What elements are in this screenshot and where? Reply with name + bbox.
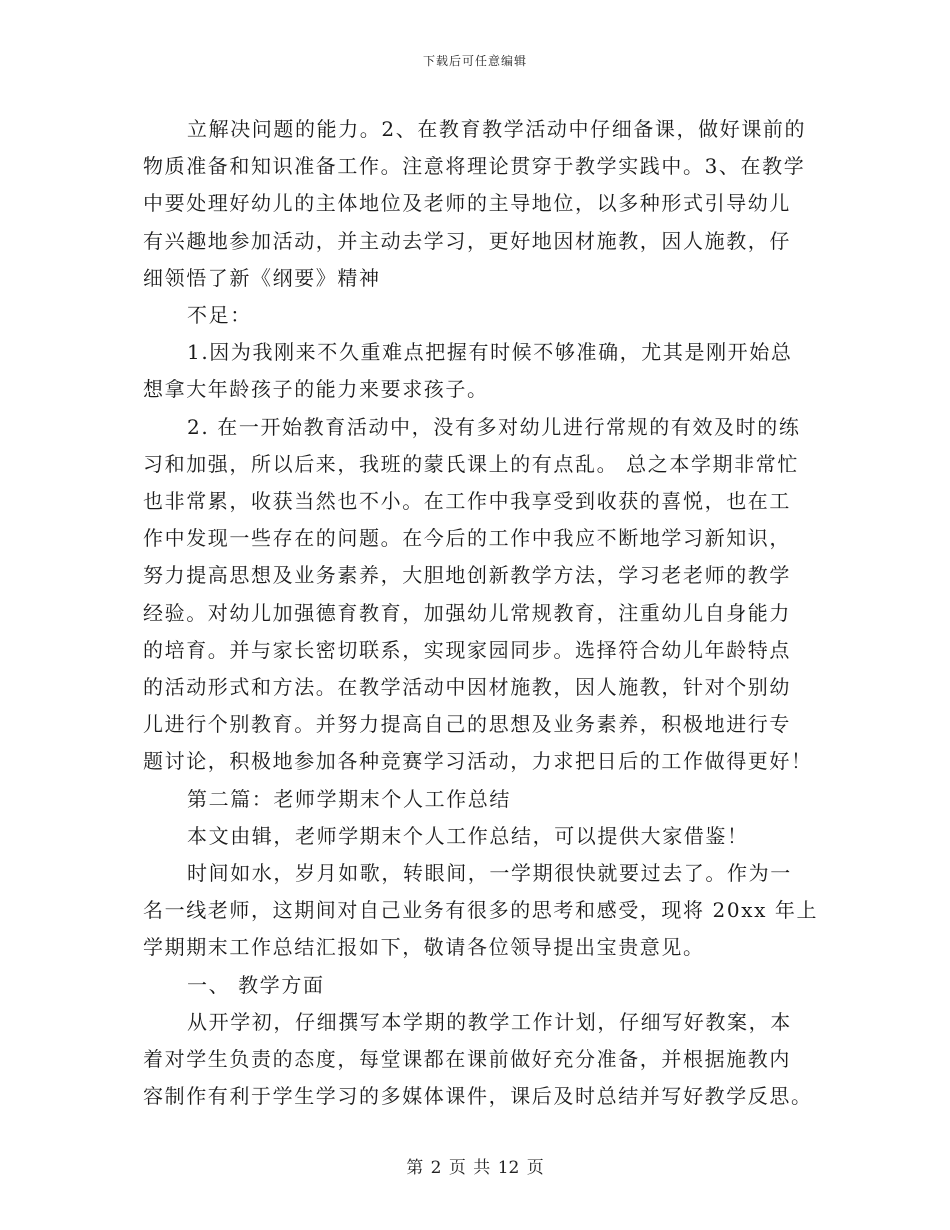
text-line: 努力提高思想及业务素养，大胆地创新教学方法，学习老老师的教学	[143, 563, 791, 588]
document-body	[143, 111, 819, 1115]
text-line: 1.因为我刚来不久重难点把握有时候不够准确，尤其是刚开始总	[187, 340, 793, 365]
text-line: 本文由辑，老师学期末个人工作总结，可以提供大家借鉴！	[187, 823, 749, 848]
text-line: 不足：	[187, 303, 252, 328]
text-line: 从开学初，仔细撰写本学期的教学工作计划，仔细写好教案，本	[187, 1009, 792, 1034]
text-line: 一、 教学方面	[187, 972, 325, 997]
text-line: 名一线老师，这期间对自己业务有很多的思考和感受，现将 20xx 年上	[143, 898, 819, 923]
text-line: 2. 在一开始教育活动中，没有多对幼儿进行常规的有效及时的练	[187, 414, 801, 439]
text-line: 有兴趣地参加活动，并主动去学习，更好地因材施教，因人施教，仔	[143, 228, 791, 253]
text-line: 题讨论，积极地参加各种竞赛学习活动，力求把日后的工作做得更好！	[143, 749, 813, 774]
text-line: 习和加强，所以后来，我班的蒙氏课上的有点乱。 总之本学期非常忙	[143, 451, 799, 476]
text-line: 学期期末工作总结汇报如下，敬请各位领导提出宝贵意见。	[143, 935, 705, 960]
text-line: 时间如水，岁月如歌，转眼间，一学期很快就要过去了。作为一	[187, 861, 792, 886]
text-line: 容制作有利于学生学习的多媒体课件，课后及时总结并写好教学反思。	[143, 1084, 813, 1109]
text-line: 儿进行个别教育。并努力提高自己的思想及业务素养，积极地进行专	[143, 712, 791, 737]
text-line: 作中发现一些存在的问题。在今后的工作中我应不断地学习新知识，	[143, 526, 791, 551]
text-line: 着对学生负责的态度，每堂课都在课前做好充分准备，并根据施教内	[143, 1047, 791, 1072]
page-header: 下载后可任意编辑	[422, 54, 527, 68]
text-line: 第二篇：老师学期末个人工作总结	[187, 786, 511, 811]
text-line: 立解决问题的能力。2、在教育教学活动中仔细备课，做好课前的	[187, 117, 807, 141]
text-line: 物质准备和知识准备工作。注意将理论贯穿于教学实践中。3、在教学	[143, 154, 806, 179]
text-line: 经验。对幼儿加强德育教育，加强幼儿常规教育，注重幼儿自身能力	[143, 600, 791, 625]
text-line: 的活动形式和方法。在教学活动中因材施教，因人施教，针对个别幼	[143, 675, 791, 700]
text-line: 也非常累，收获当然也不小。在工作中我享受到收获的喜悦，也在工	[143, 489, 791, 514]
text-line: 想拿大年龄孩子的能力来要求孩子。	[143, 377, 489, 402]
page-footer: 第 2 页 共 12 页	[406, 1158, 544, 1178]
text-line: 的培育。并与家长密切联系，实现家园同步。选择符合幼儿年龄特点	[143, 637, 791, 662]
text-line: 中要处理好幼儿的主体地位及老师的主导地位，以多种形式引导幼儿	[143, 191, 791, 216]
text-line: 细领悟了新《纲要》精神	[143, 265, 381, 290]
